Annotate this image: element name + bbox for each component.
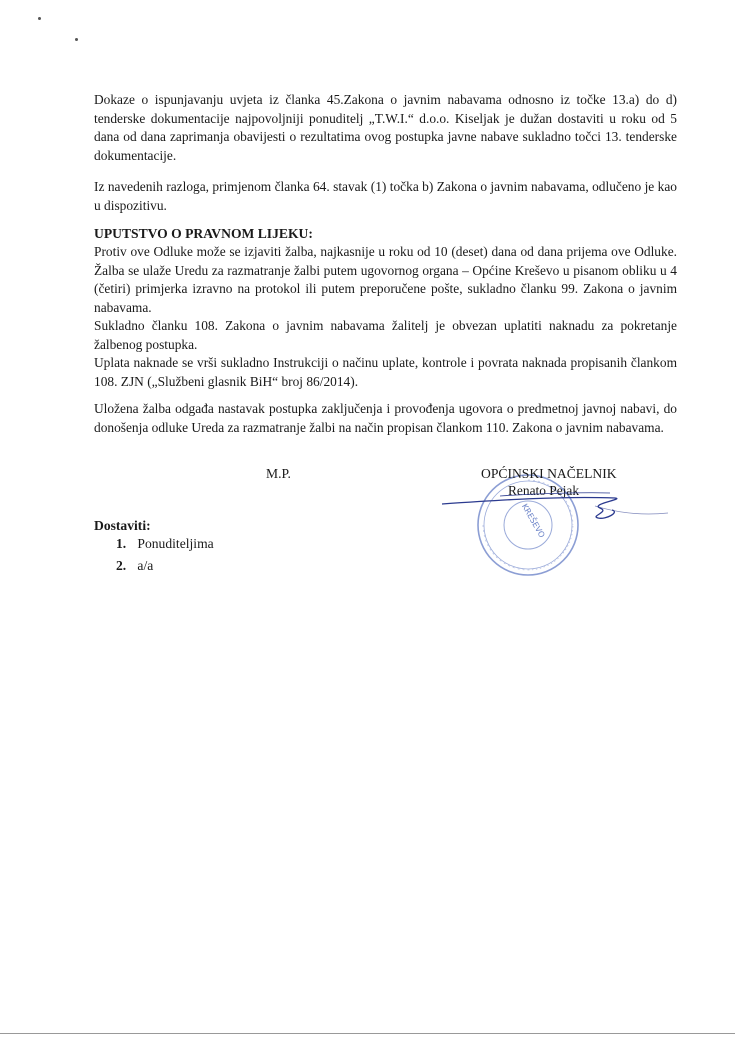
mayor-name: Renato Pejak: [508, 483, 580, 498]
paragraph-zalba: Uložena žalba odgađa nastavak postupka zaključenja i provođenja ugovora o predmetnoj javnoj nabavi, do donošenja odluke Ureda za razmatranje žalbi na način propisan člankom 110. Zakona o javnim nabavama.: [94, 401, 677, 435]
list-item-number: 2.: [116, 558, 127, 573]
list-item-number: 1.: [116, 536, 127, 551]
list-item: [94, 555, 214, 577]
scan-edge-line: [0, 1033, 735, 1034]
dostaviti-label: Dostaviti:: [94, 518, 151, 533]
paragraph-dokazi: Dokaze o ispunjavanju uvjeta iz članka 45.Zakona o javnim nabavama odnosno iz točke 13.a) do d) tenderske dokumentacije najpovoljniji ponuditelj „T.W.I.“ d.o.o. Kiseljak je dužan dostaviti u roku od 5 dana od dana zaprimanja obavijesti o rezultatima ovog postupka javne nabave sukladno točci 13. tenderske dokumentacije.: [94, 92, 677, 163]
paragraph-razlozi: Iz navedenih razloga, primjenom članka 64. stavak (1) točka b) Zakona o javnim nabavama, odlučeno je kao u dispozitivu.: [94, 179, 677, 213]
list-item: [94, 533, 214, 555]
uputstvo-line-2: Sukladno članku 108. Zakona o javnim nabavama žalitelj je obvezan uplatiti naknadu za pokretanje žalbenog postupka.: [94, 318, 677, 352]
uputstvo-line-3: Uplata naknade se vrši sukladno Instrukciji o načinu uplate, kontrole i povrata naknada propisanih člankom 108. ZJN („Službeni glasnik BiH“ broj 86/2014).: [94, 355, 677, 389]
scan-speck: [38, 17, 41, 20]
uputstvo-line-1: Protiv ove Odluke može se izjaviti žalba, najkasnije u roku od 10 (deset) dana od dana prijema ove Odluke. Žalba se ulaže Uredu za razmatranje žalbi putem ugovornog organa – Općine Kreševo u pisanom obliku u 4 (četiri) primjerka izravno na protokol ili putem preporučene pošte, sukladno članku 99. Zakona o javnim nabavama.: [94, 244, 677, 315]
uputstvo-heading: UPUTSTVO O PRAVNOM LIJEKU:: [94, 226, 313, 241]
scan-speck: [75, 38, 78, 41]
list-item-text: Ponuditeljima: [137, 536, 214, 551]
mayor-title: OPĆINSKI NAČELNIK: [481, 466, 617, 481]
dostaviti-list: [94, 533, 214, 577]
list-item-text: a/a: [137, 558, 154, 573]
handwritten-signature-icon: [440, 482, 670, 532]
stamp-text: KREŠEVO: [519, 502, 547, 540]
mp-label: M.P.: [266, 466, 291, 481]
